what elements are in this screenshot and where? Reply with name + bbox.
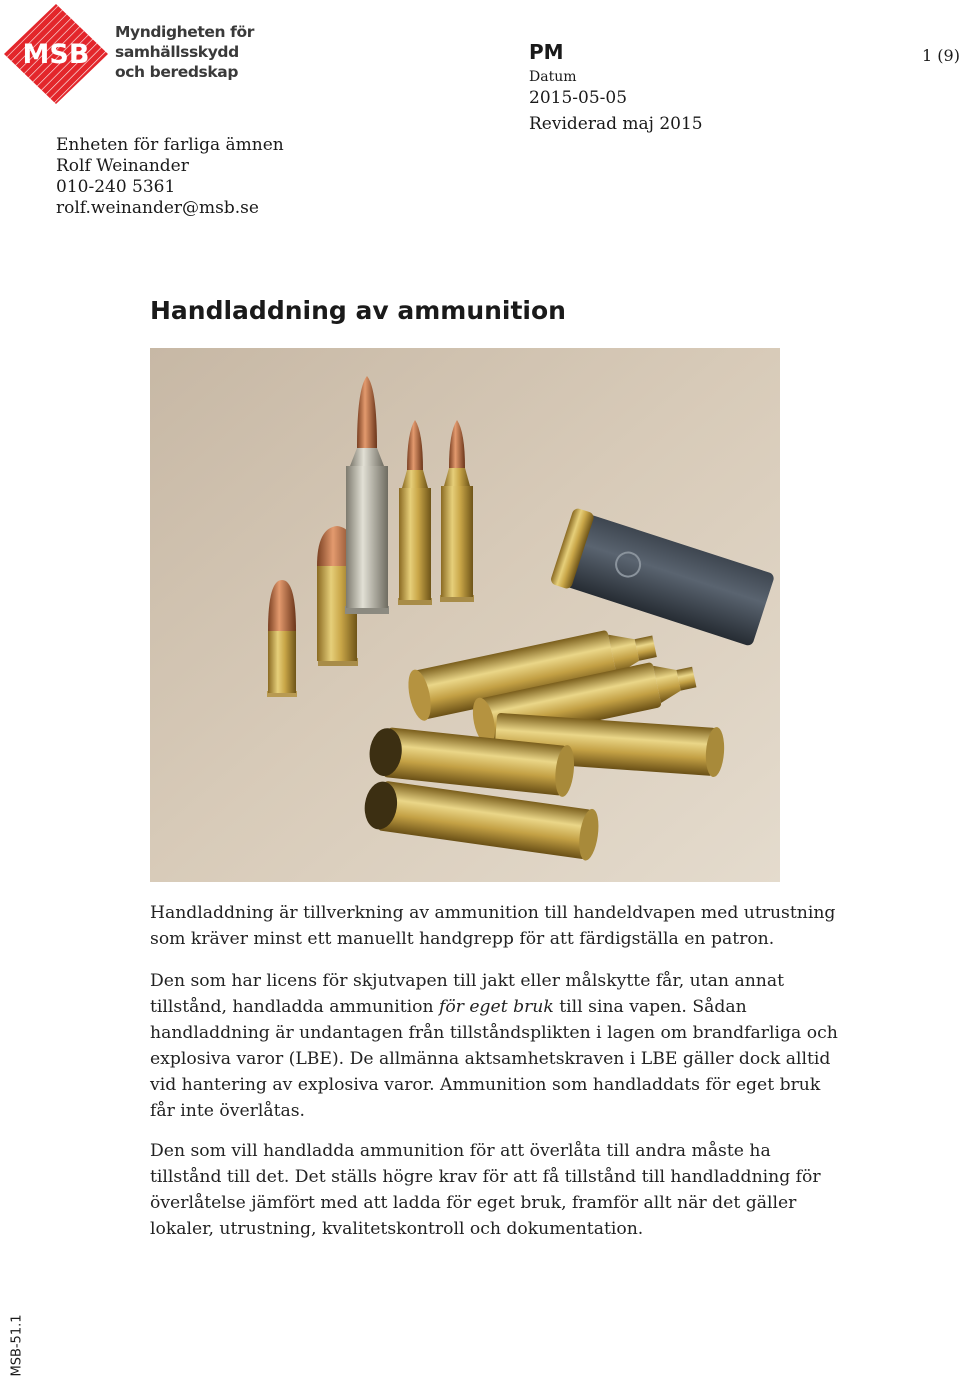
paragraph-transfer bbox=[150, 1138, 820, 1242]
contact-email[interactable]: rolf.weinander@msb.se bbox=[56, 198, 259, 218]
text-line: Den som vill handladda ammunition för att överlåta till andra måste ha bbox=[150, 1141, 771, 1161]
contact-phone: 010-240 5361 bbox=[56, 177, 176, 197]
ammunition-photo bbox=[150, 348, 780, 882]
emphasis-own-use: för eget bruk bbox=[438, 997, 554, 1017]
date-label: Datum bbox=[529, 69, 577, 85]
text-line: explosiva varor (LBE). De allmänna aktsamhetskraven i LBE gäller dock alltid bbox=[150, 1049, 831, 1069]
text-line: får inte överlåtas. bbox=[150, 1101, 306, 1121]
org-name-line: samhällsskydd bbox=[115, 43, 239, 61]
paragraph-own-use bbox=[150, 968, 838, 1124]
msb-logo bbox=[2, 2, 110, 106]
text-line bbox=[150, 994, 820, 1020]
contact-name: Rolf Weinander bbox=[56, 156, 189, 176]
revision-note: Reviderad maj 2015 bbox=[529, 114, 703, 134]
standing-cartridge bbox=[267, 580, 297, 697]
contact-unit: Enheten för farliga ämnen bbox=[56, 135, 284, 155]
paragraph-definition bbox=[150, 900, 836, 952]
date-value: 2015-05-05 bbox=[529, 88, 628, 108]
text-line: överlåtelse jämfört med att ladda för eget bruk, framför allt när det gäller bbox=[150, 1193, 797, 1213]
contact-block bbox=[56, 135, 284, 219]
text-line: handladdning är undantagen från tillståndsplikten i lagen om brandfarliga och bbox=[150, 1023, 838, 1043]
form-code: MSB-51.1 bbox=[9, 1314, 25, 1377]
logo-text: MSB bbox=[22, 39, 90, 70]
text-line: vid hantering av explosiva varor. Ammunition som handladdats för eget bruk bbox=[150, 1075, 821, 1095]
org-name-line: Myndigheten för bbox=[115, 23, 255, 41]
document-title: Handladdning av ammunition bbox=[150, 296, 566, 325]
text-line: Den som har licens för skjutvapen till jakt eller målskytte får, utan annat bbox=[150, 971, 784, 991]
text-line: lokaler, utrustning, kvalitetskontroll och dokumentation. bbox=[150, 1219, 644, 1239]
document-type: PM bbox=[529, 40, 564, 64]
text-line: Handladdning är tillverkning av ammunition till handeldvapen med utrustning bbox=[150, 903, 836, 923]
text-line: som kräver minst ett manuellt handgrepp för att färdigställa en patron. bbox=[150, 929, 775, 949]
text-run: tillstånd, handladda ammunition bbox=[150, 997, 439, 1017]
organization-name bbox=[115, 22, 255, 82]
page-number: 1 (9) bbox=[922, 46, 960, 65]
text-run: till sina vapen. Sådan bbox=[553, 997, 747, 1017]
text-line: tillstånd till det. Det ställs högre krav för att få tillstånd till handladdning för bbox=[150, 1167, 821, 1187]
org-name-line: och beredskap bbox=[115, 63, 239, 81]
